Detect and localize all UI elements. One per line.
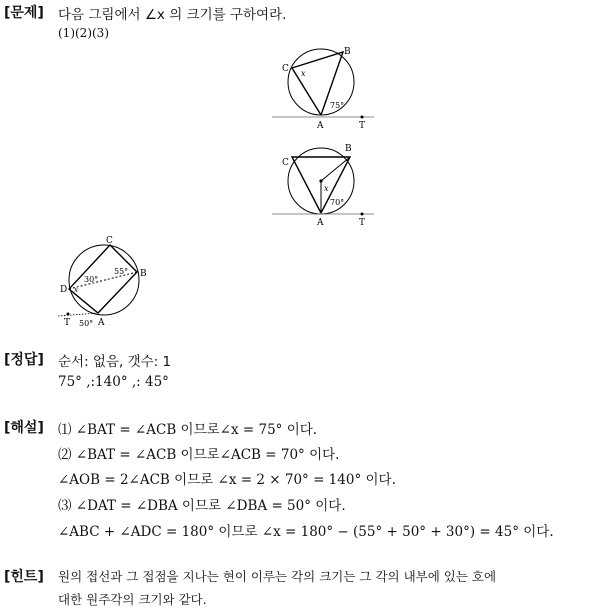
fig2-label-c: C xyxy=(282,158,289,168)
fig1-label-x: x xyxy=(301,69,306,78)
fig3-label-b: B xyxy=(140,269,147,279)
fig2-label-t: T xyxy=(359,218,366,228)
answer-values: 75° ,:140° ,: 45° xyxy=(58,374,169,390)
fig2-label-b: B xyxy=(345,144,352,154)
explanation-line-5: ∠ABC + ∠ADC = 180° 이므로 ∠x = 180° − (55° + 50° + 30°) = 45° 이다. xyxy=(58,524,554,540)
fig3-label-50: 50° xyxy=(79,319,94,328)
fig3-label-d: D xyxy=(60,285,68,295)
fig1-label-angle: 75° xyxy=(330,101,345,110)
explanation-line-4: ⑶ ∠DAT = ∠DBA 이므로 ∠DBA = 50° 이다. xyxy=(58,498,346,514)
hint-label: [힌트] xyxy=(4,569,44,585)
fig3-label-x: x xyxy=(74,286,78,294)
answer-meta: 순서: 없음, 갯수: 1 xyxy=(58,354,172,370)
figure-1 xyxy=(272,44,382,134)
fig1-label-t: T xyxy=(359,121,366,131)
figure-3 xyxy=(58,234,158,329)
explanation-line-3: ∠AOB = 2∠ACB 이므로 ∠x = 2 × 70° = 140° 이다. xyxy=(58,472,396,488)
explanation-line-1: ⑴ ∠BAT = ∠ACB 이므로∠x = 75° 이다. xyxy=(58,422,318,438)
fig1-label-c: C xyxy=(282,64,289,74)
fig3-label-30: 30° xyxy=(84,275,99,284)
answer-label: [정답] xyxy=(4,352,44,368)
fig3-label-t: T xyxy=(64,318,71,328)
fig3-label-a: A xyxy=(98,318,105,328)
problem-label: [문제] xyxy=(4,5,44,21)
hint-line-2: 대한 원주각의 크기와 같다. xyxy=(58,592,207,607)
problem-text: 다음 그림에서 ∠x 의 크기를 구하여라. xyxy=(58,7,287,23)
fig2-label-angle: 70° xyxy=(330,198,345,207)
figure-2 xyxy=(272,143,382,233)
problem-subparts: (1)(2)(3) xyxy=(58,26,109,40)
explanation-line-2: ⑵ ∠BAT = ∠ACB 이므로∠ACB = 70° 이다. xyxy=(58,447,340,463)
fig3-label-c: C xyxy=(106,236,113,246)
fig1-label-b: B xyxy=(344,47,351,57)
fig2-label-x: x xyxy=(324,184,329,193)
fig3-label-55: 55° xyxy=(114,267,129,276)
explanation-label: [해설] xyxy=(4,420,44,436)
fig2-label-a: A xyxy=(317,218,324,228)
hint-line-1: 원의 접선과 그 접점을 지나는 현이 이루는 각의 크기는 그 각의 내부에 있는 호에 xyxy=(58,569,497,584)
fig1-label-a: A xyxy=(317,121,324,131)
